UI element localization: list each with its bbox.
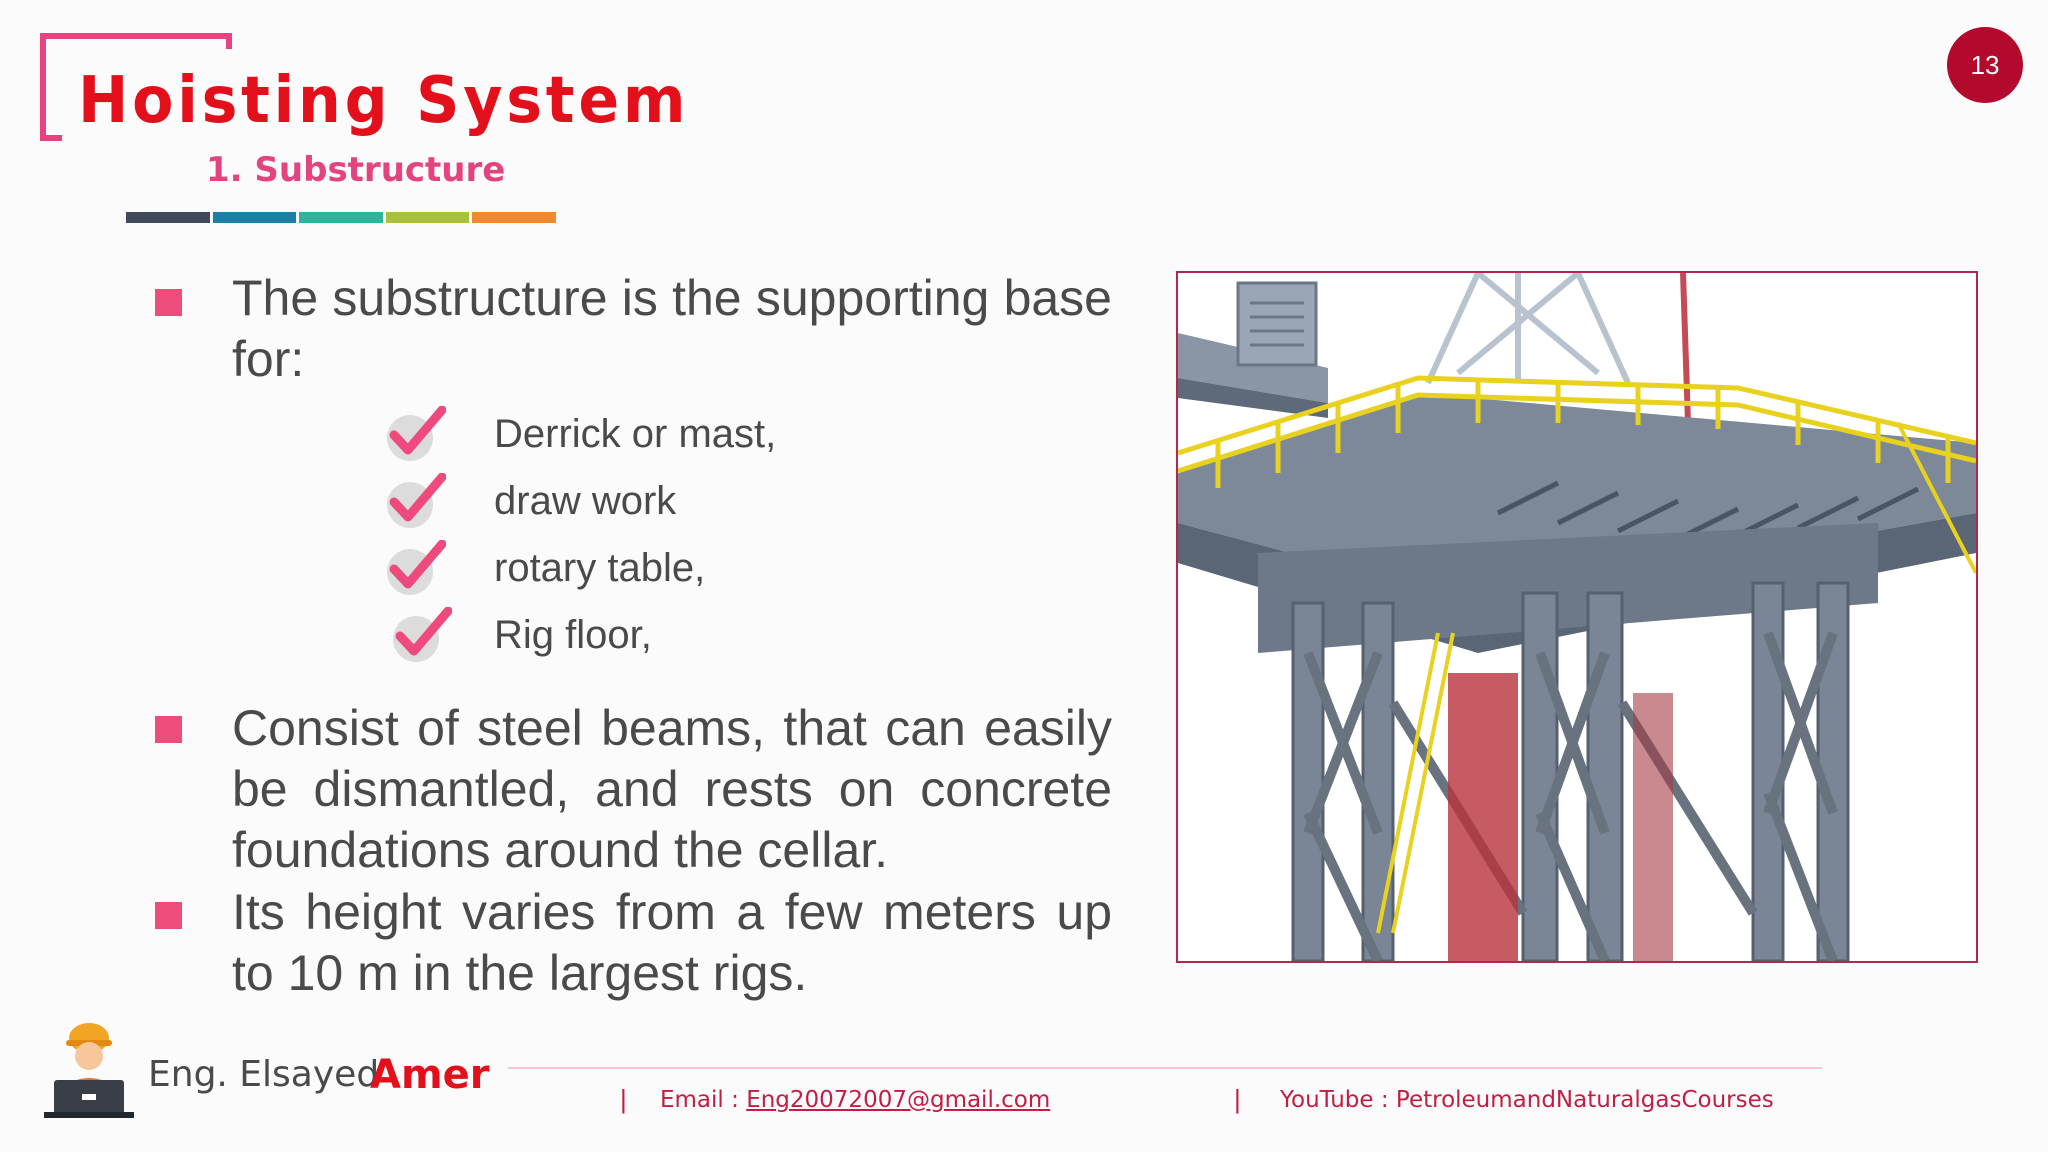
engineer-avatar-icon bbox=[44, 1018, 134, 1118]
check-icon bbox=[380, 540, 446, 600]
footer-youtube: YouTube : PetroleumandNaturalgasCourses bbox=[1280, 1087, 1774, 1113]
title-bracket-top bbox=[40, 33, 232, 39]
footer-separator: | bbox=[1234, 1084, 1241, 1114]
check-icon bbox=[386, 607, 452, 667]
color-bar-segment-2 bbox=[213, 212, 296, 223]
title-bracket-tick bbox=[226, 33, 232, 49]
color-bar-segment-1 bbox=[126, 212, 210, 223]
author-last-name: Amer bbox=[370, 1052, 490, 1098]
footer-divider bbox=[508, 1067, 1822, 1069]
footer-separator: | bbox=[620, 1084, 627, 1114]
bullet-square-icon bbox=[155, 289, 182, 316]
email-link[interactable]: Eng20072007@gmail.com bbox=[746, 1087, 1051, 1113]
slide-subtitle: 1. Substructure bbox=[206, 150, 506, 190]
email-label: Email : bbox=[660, 1087, 747, 1113]
rig-illustration bbox=[1178, 273, 1976, 961]
checklist-label: Rig floor, bbox=[494, 613, 652, 657]
color-bar-segment-5 bbox=[472, 212, 556, 223]
title-bracket-bottom bbox=[40, 135, 62, 141]
bullet-square-icon bbox=[155, 716, 182, 743]
footer-email bbox=[660, 1087, 1050, 1113]
checklist-label: Derrick or mast, bbox=[494, 412, 777, 456]
checklist-label: rotary table, bbox=[494, 546, 706, 590]
bullet-second-text: Consist of steel beams, that can easily be dismantled, and rests on concrete foundations around the cellar. bbox=[232, 700, 1112, 878]
check-icon bbox=[380, 406, 446, 466]
color-bar-segment-3 bbox=[299, 212, 383, 223]
bullet-third-text: Its height varies from a few meters up to 10 m in the largest rigs. bbox=[232, 884, 1112, 1001]
color-bar-segment-4 bbox=[386, 212, 469, 223]
checklist-label: draw work bbox=[494, 479, 677, 523]
bullet-square-icon bbox=[155, 902, 182, 929]
bullet-intro-text: The substructure is the supporting base for: bbox=[232, 270, 1112, 387]
page-number-badge: 13 bbox=[1947, 27, 2023, 103]
title-bracket bbox=[40, 33, 46, 141]
rig-substructure-image bbox=[1176, 271, 1978, 963]
slide-title: Hoisting System bbox=[78, 64, 690, 138]
author-first-name: Eng. Elsayed bbox=[148, 1054, 380, 1095]
check-icon bbox=[380, 473, 446, 533]
